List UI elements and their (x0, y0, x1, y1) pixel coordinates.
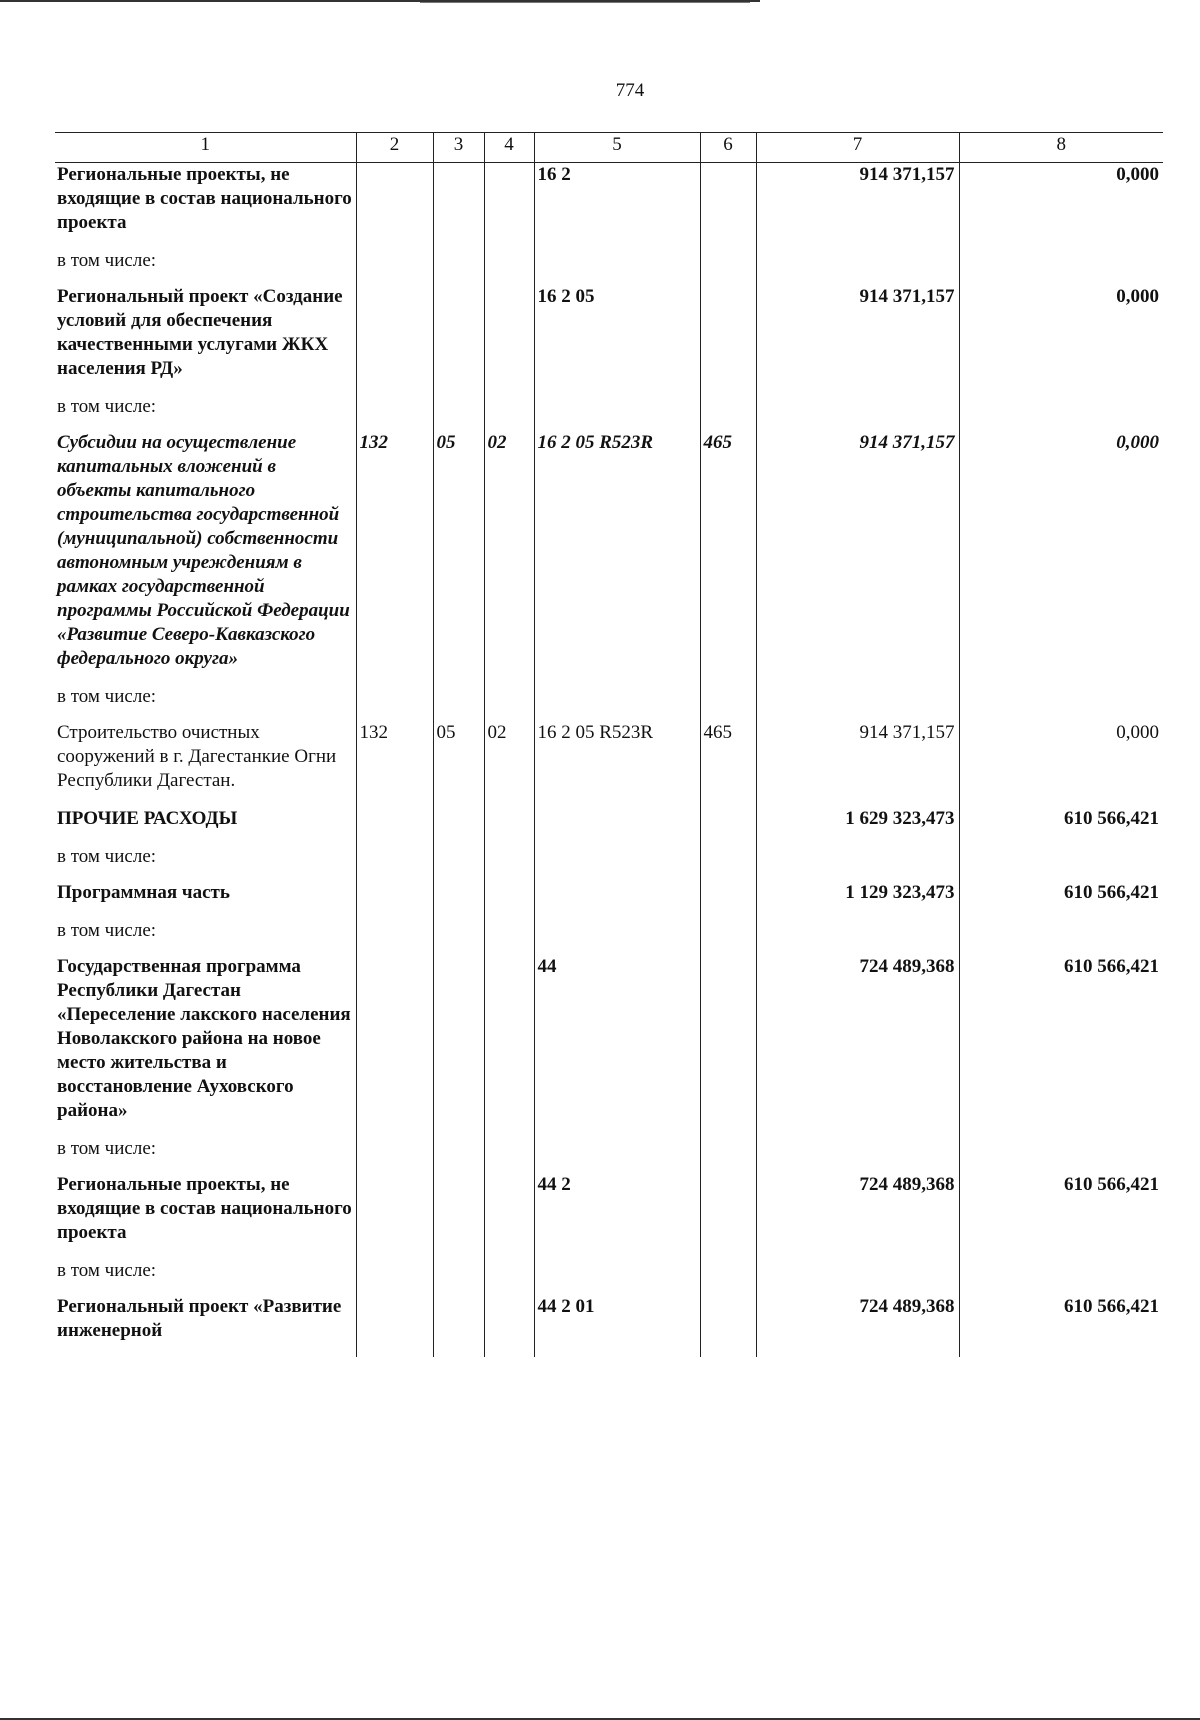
cell-code-expense-type (700, 1173, 756, 1259)
cell-amount-year-2: 0,000 (959, 163, 1163, 250)
cell-code-target (534, 685, 700, 721)
cell-code-target (534, 1137, 700, 1173)
table-row (55, 285, 1163, 395)
cell-code-target (534, 845, 700, 881)
cell-code-section (433, 881, 484, 919)
cell-code-subsection (484, 1295, 534, 1357)
cell-code-subsection (484, 285, 534, 395)
cell-code-target: 16 2 05 R523R (534, 721, 700, 807)
cell-code-expense-type (700, 285, 756, 395)
table-row (55, 807, 1163, 845)
cell-code-target: 16 2 05 R523R (534, 431, 700, 685)
cell-code-target (534, 919, 700, 955)
cell-amount-year-2 (959, 685, 1163, 721)
cell-code-subsection (484, 881, 534, 919)
cell-code-expense-type (700, 685, 756, 721)
cell-amount-year-1: 914 371,157 (756, 721, 959, 807)
cell-item-name: Субсидии на осуществление капитальных вложений в объекты капитального строительства государственной (муниципальной) собственности автономным учреждениям в рамках государственной программы Российской Федерации «Развитие Северо-Кавказского федерального округа» (55, 431, 356, 685)
table-row (55, 163, 1163, 250)
cell-item-name: Государственная программа Республики Дагестан «Переселение лакского населения Новолакского района на новое место жительства и восстановление Ауховского района» (55, 955, 356, 1137)
cell-code-target (534, 881, 700, 919)
cell-amount-year-2 (959, 845, 1163, 881)
table-row (55, 881, 1163, 919)
cell-code-target (534, 807, 700, 845)
cell-code-target (534, 395, 700, 431)
cell-amount-year-2: 610 566,421 (959, 881, 1163, 919)
header-col-5: 5 (534, 133, 700, 163)
cell-item-name: Региональные проекты, не входящие в состав национального проекта (55, 163, 356, 250)
cell-amount-year-1 (756, 685, 959, 721)
cell-code-subsection (484, 845, 534, 881)
scan-edge-top-secondary (420, 2, 750, 3)
cell-amount-year-1: 914 371,157 (756, 285, 959, 395)
cell-code-subsection (484, 1259, 534, 1295)
cell-code-expense-type: 465 (700, 431, 756, 685)
cell-code-section (433, 163, 484, 250)
table-row (55, 919, 1163, 955)
cell-code-subsection (484, 1137, 534, 1173)
table-row (55, 955, 1163, 1137)
cell-code-expense-type (700, 163, 756, 250)
cell-amount-year-1 (756, 845, 959, 881)
cell-code-expense-type: 465 (700, 721, 756, 807)
cell-code-ministry (356, 1137, 433, 1173)
cell-amount-year-2 (959, 919, 1163, 955)
header-col-3: 3 (433, 133, 484, 163)
cell-item-name: в том числе: (55, 685, 356, 721)
table-row (55, 1295, 1163, 1357)
cell-code-subsection (484, 955, 534, 1137)
table-row (55, 249, 1163, 285)
cell-code-target: 44 (534, 955, 700, 1137)
cell-code-expense-type (700, 1295, 756, 1357)
cell-code-section (433, 919, 484, 955)
cell-amount-year-1 (756, 919, 959, 955)
cell-amount-year-1: 1 129 323,473 (756, 881, 959, 919)
cell-amount-year-1 (756, 1259, 959, 1295)
cell-amount-year-1 (756, 249, 959, 285)
cell-code-ministry (356, 955, 433, 1137)
cell-code-section (433, 395, 484, 431)
cell-code-expense-type (700, 919, 756, 955)
cell-item-name: в том числе: (55, 919, 356, 955)
cell-code-subsection (484, 685, 534, 721)
cell-amount-year-2 (959, 1137, 1163, 1173)
cell-amount-year-1: 724 489,368 (756, 955, 959, 1137)
cell-code-subsection (484, 163, 534, 250)
cell-code-section: 05 (433, 431, 484, 685)
table-row (55, 1259, 1163, 1295)
cell-amount-year-2 (959, 1259, 1163, 1295)
cell-amount-year-2: 610 566,421 (959, 807, 1163, 845)
cell-item-name: Региональные проекты, не входящие в состав национального проекта (55, 1173, 356, 1259)
cell-amount-year-2: 0,000 (959, 721, 1163, 807)
header-col-4: 4 (484, 133, 534, 163)
cell-code-ministry (356, 395, 433, 431)
cell-amount-year-1: 914 371,157 (756, 163, 959, 250)
cell-code-ministry (356, 1259, 433, 1295)
cell-code-expense-type (700, 249, 756, 285)
cell-code-ministry (356, 285, 433, 395)
cell-amount-year-1: 724 489,368 (756, 1295, 959, 1357)
table-row (55, 845, 1163, 881)
cell-code-ministry (356, 919, 433, 955)
cell-amount-year-2 (959, 249, 1163, 285)
cell-code-section (433, 1137, 484, 1173)
cell-code-expense-type (700, 1137, 756, 1173)
cell-amount-year-2: 0,000 (959, 431, 1163, 685)
cell-amount-year-1 (756, 395, 959, 431)
table-header (55, 133, 1163, 163)
table-row (55, 395, 1163, 431)
cell-code-target: 44 2 (534, 1173, 700, 1259)
cell-item-name: Региональный проект «Развитие инженерной (55, 1295, 356, 1357)
cell-code-ministry (356, 249, 433, 285)
cell-amount-year-1: 724 489,368 (756, 1173, 959, 1259)
cell-code-target: 16 2 (534, 163, 700, 250)
cell-item-name: в том числе: (55, 395, 356, 431)
cell-item-name: в том числе: (55, 845, 356, 881)
cell-code-section (433, 807, 484, 845)
cell-code-section (433, 1295, 484, 1357)
cell-item-name: ПРОЧИЕ РАСХОДЫ (55, 807, 356, 845)
cell-code-ministry (356, 1295, 433, 1357)
cell-code-target (534, 249, 700, 285)
cell-code-subsection: 02 (484, 431, 534, 685)
cell-code-section (433, 955, 484, 1137)
table-row (55, 1137, 1163, 1173)
cell-code-section (433, 845, 484, 881)
cell-code-section (433, 1173, 484, 1259)
cell-code-section (433, 285, 484, 395)
cell-code-expense-type (700, 955, 756, 1137)
header-col-1: 1 (55, 133, 356, 163)
cell-code-subsection (484, 1173, 534, 1259)
cell-amount-year-1: 1 629 323,473 (756, 807, 959, 845)
cell-code-ministry: 132 (356, 431, 433, 685)
cell-item-name: в том числе: (55, 1137, 356, 1173)
cell-amount-year-1 (756, 1137, 959, 1173)
cell-code-section (433, 249, 484, 285)
cell-code-ministry (356, 1173, 433, 1259)
header-col-7: 7 (756, 133, 959, 163)
table-row (55, 1173, 1163, 1259)
cell-code-section (433, 1259, 484, 1295)
cell-code-target: 44 2 01 (534, 1295, 700, 1357)
cell-code-ministry (356, 845, 433, 881)
cell-code-subsection (484, 807, 534, 845)
page-number: 774 (615, 80, 645, 101)
cell-code-ministry: 132 (356, 721, 433, 807)
cell-code-section: 05 (433, 721, 484, 807)
cell-code-expense-type (700, 881, 756, 919)
header-col-8: 8 (959, 133, 1163, 163)
cell-amount-year-2: 610 566,421 (959, 1295, 1163, 1357)
cell-item-name: Строительство очистных сооружений в г. Дагестанкие Огни Республики Дагестан. (55, 721, 356, 807)
header-col-2: 2 (356, 133, 433, 163)
cell-code-subsection (484, 249, 534, 285)
cell-code-section (433, 685, 484, 721)
cell-code-expense-type (700, 1259, 756, 1295)
cell-item-name: в том числе: (55, 249, 356, 285)
table-row (55, 431, 1163, 685)
cell-code-ministry (356, 807, 433, 845)
cell-code-expense-type (700, 845, 756, 881)
cell-item-name: Программная часть (55, 881, 356, 919)
budget-table (55, 132, 1163, 1357)
cell-code-target: 16 2 05 (534, 285, 700, 395)
cell-code-ministry (356, 881, 433, 919)
cell-code-target (534, 1259, 700, 1295)
cell-code-subsection (484, 395, 534, 431)
cell-code-ministry (356, 685, 433, 721)
cell-amount-year-2 (959, 395, 1163, 431)
cell-amount-year-2: 610 566,421 (959, 1173, 1163, 1259)
cell-code-ministry (356, 163, 433, 250)
cell-amount-year-2: 610 566,421 (959, 955, 1163, 1137)
cell-item-name: Региональный проект «Создание условий для обеспечения качественными услугами ЖКХ населения РД» (55, 285, 356, 395)
cell-code-subsection: 02 (484, 721, 534, 807)
table-row (55, 685, 1163, 721)
cell-code-expense-type (700, 395, 756, 431)
cell-amount-year-1: 914 371,157 (756, 431, 959, 685)
header-col-6: 6 (700, 133, 756, 163)
cell-item-name: в том числе: (55, 1259, 356, 1295)
cell-amount-year-2: 0,000 (959, 285, 1163, 395)
cell-code-expense-type (700, 807, 756, 845)
header-row (55, 133, 1163, 163)
table-row (55, 721, 1163, 807)
cell-code-subsection (484, 919, 534, 955)
table-body (55, 163, 1163, 1358)
